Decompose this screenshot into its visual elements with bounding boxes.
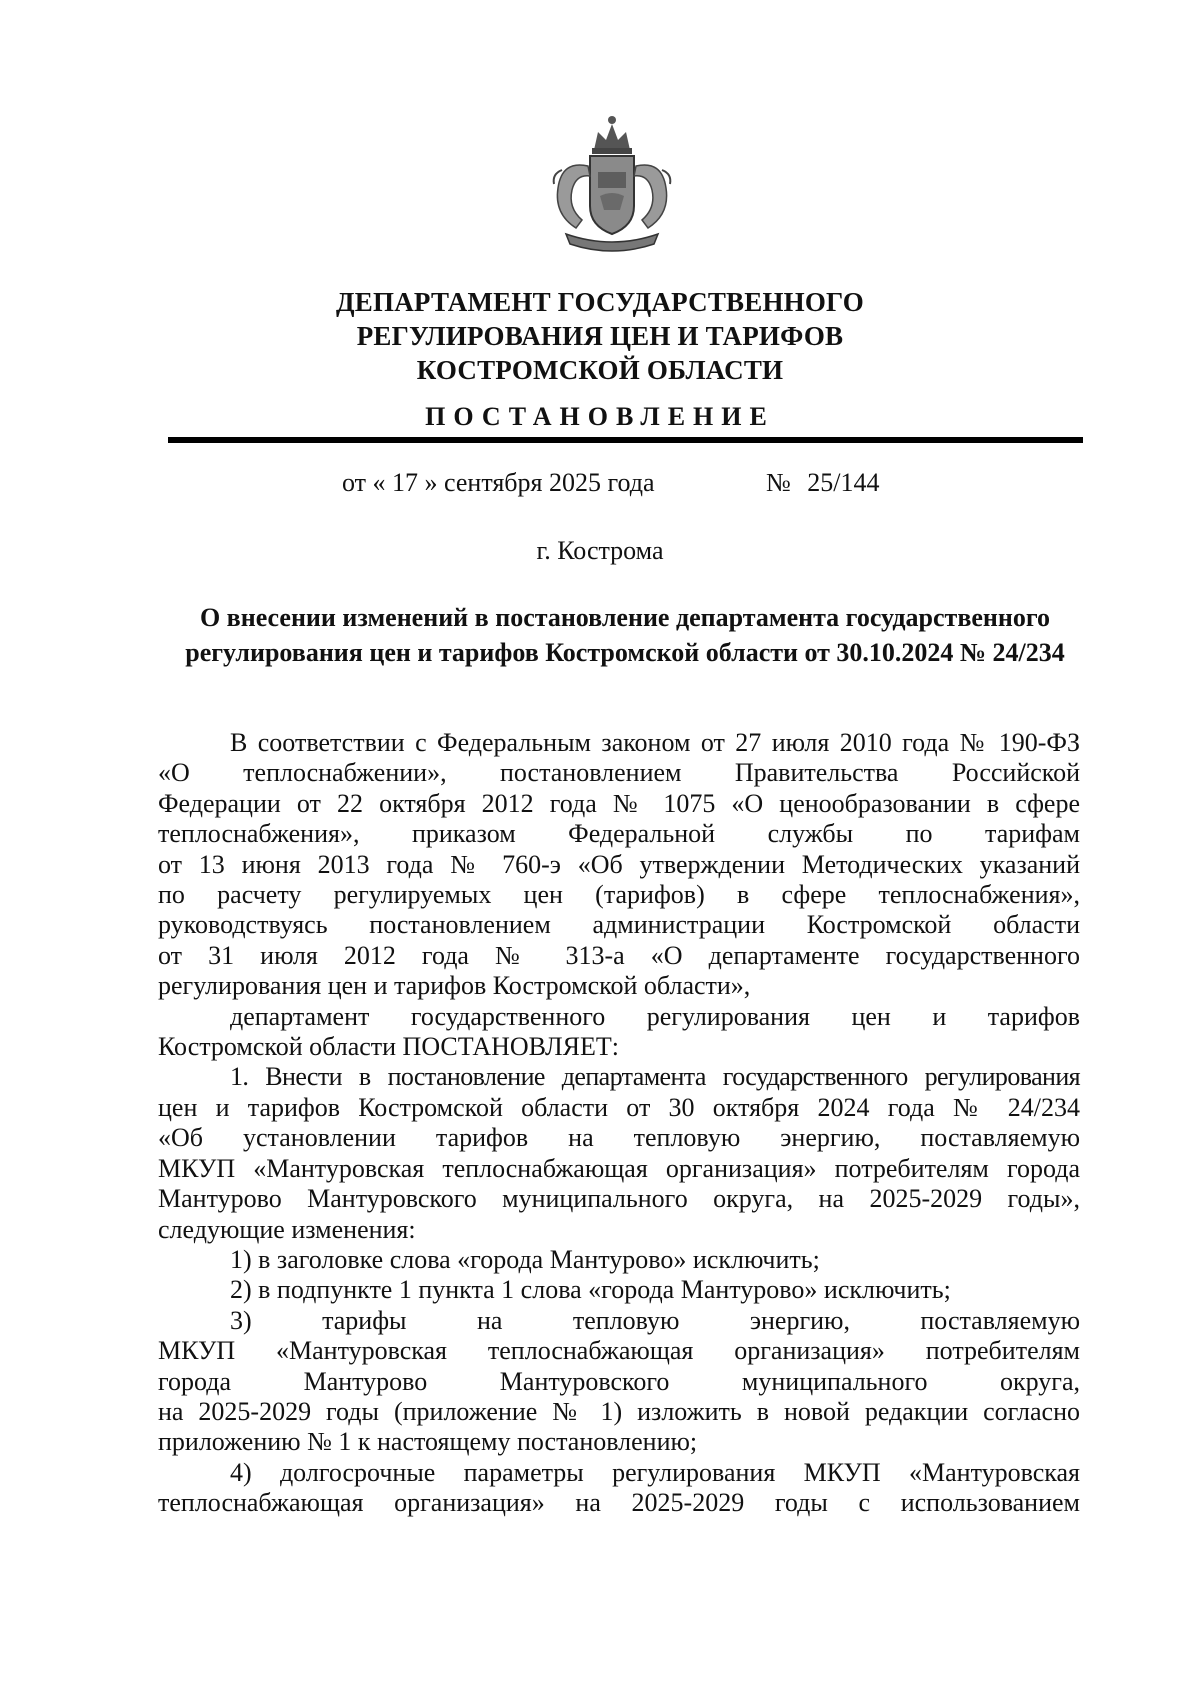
body-line: МКУП «Мантуровская теплоснабжающая организация» потребителям города bbox=[158, 1153, 1080, 1183]
list-item: 4) долгосрочные параметры регулирования МКУП «Мантуровская bbox=[230, 1457, 1080, 1487]
body-line: по расчету регулируемых цен (тарифов) в сфере теплоснабжения», bbox=[158, 880, 1080, 910]
department-line: КОСТРОМСКОЙ ОБЛАСТИ bbox=[416, 355, 784, 385]
body-line: МКУП «Мантуровская теплоснабжающая организация» потребителям bbox=[158, 1336, 1080, 1366]
body-line: цен и тарифов Костромской области от 30 октября 2024 года № 24/234 bbox=[158, 1092, 1080, 1122]
department-name bbox=[0, 285, 1200, 387]
document-city: г. Кострома bbox=[536, 536, 664, 565]
body-line: «О теплоснабжении», постановлением Правительства Российской bbox=[158, 758, 1080, 788]
body-line: следующие изменения: bbox=[158, 1214, 416, 1244]
body-line: города Мантурово Мантуровского муниципального округа, bbox=[158, 1366, 1080, 1396]
body-line: от 13 июня 2013 года № 760-э «Об утверждении Методических указаний bbox=[158, 849, 1080, 879]
document-date: от « 17 » сентября 2025 года bbox=[342, 468, 655, 497]
body-line: 1. Внести в постановление департамента государственного регулирования bbox=[230, 1062, 1080, 1092]
body-line: руководствуясь постановлением администрации Костромской области bbox=[158, 910, 1080, 940]
body-line: теплоснабжающая организация» на 2025-2029 годы с использованием bbox=[158, 1488, 1080, 1518]
body-line: В соответствии с Федеральным законом от 27 июля 2010 года № 190-ФЗ bbox=[230, 728, 1080, 757]
body-line: «Об установлении тарифов на тепловую энергию, поставляемую bbox=[158, 1123, 1080, 1153]
body-line: Мантурово Мантуровского муниципального округа, на 2025-2029 годы», bbox=[158, 1184, 1080, 1214]
body-line: Костромской области ПОСТАНОВЛЯЕТ: bbox=[158, 1032, 619, 1062]
body-line: от 31 июля 2012 года № 313-а «О департаменте государственного bbox=[158, 940, 1080, 970]
list-item: 1) в заголовке слова «города Мантурово» исключить; bbox=[230, 1244, 820, 1274]
department-line: ДЕПАРТАМЕНТ ГОСУДАРСТВЕННОГО bbox=[336, 287, 864, 317]
document-number: № 25/144 bbox=[766, 468, 880, 497]
subject-line: регулирования цен и тарифов Костромской области от 30.10.2024 № 24/234 bbox=[185, 638, 1065, 667]
list-item: 2) в подпункте 1 пункта 1 слова «города Мантурово» исключить; bbox=[230, 1275, 951, 1305]
body-line: теплоснабжения», приказом Федеральной службы по тарифам bbox=[158, 819, 1080, 849]
body-line: Федерации от 22 октября 2012 года № 1075 «О ценообразовании в сфере bbox=[158, 788, 1080, 818]
document-body bbox=[158, 728, 1080, 1519]
header-divider bbox=[168, 437, 1083, 443]
list-item: 3) тарифы на тепловую энергию, поставляемую bbox=[230, 1305, 1080, 1335]
document-subject bbox=[160, 600, 1090, 670]
body-line: на 2025-2029 годы (приложение № 1) изложить в новой редакции согласно bbox=[158, 1396, 1080, 1426]
document-type-title: ПОСТАНОВЛЕНИЕ bbox=[425, 402, 775, 431]
body-line: приложению № 1 к настоящему постановлению; bbox=[158, 1427, 698, 1457]
body-line: департамент государственного регулирования цен и тарифов bbox=[230, 1001, 1080, 1031]
subject-line: О внесении изменений в постановление департамента государственного bbox=[199, 603, 1051, 632]
department-line: РЕГУЛИРОВАНИЯ ЦЕН И ТАРИФОВ bbox=[356, 321, 844, 351]
body-line: регулирования цен и тарифов Костромской области», bbox=[158, 971, 751, 1001]
coat-of-arms-icon bbox=[532, 110, 692, 260]
